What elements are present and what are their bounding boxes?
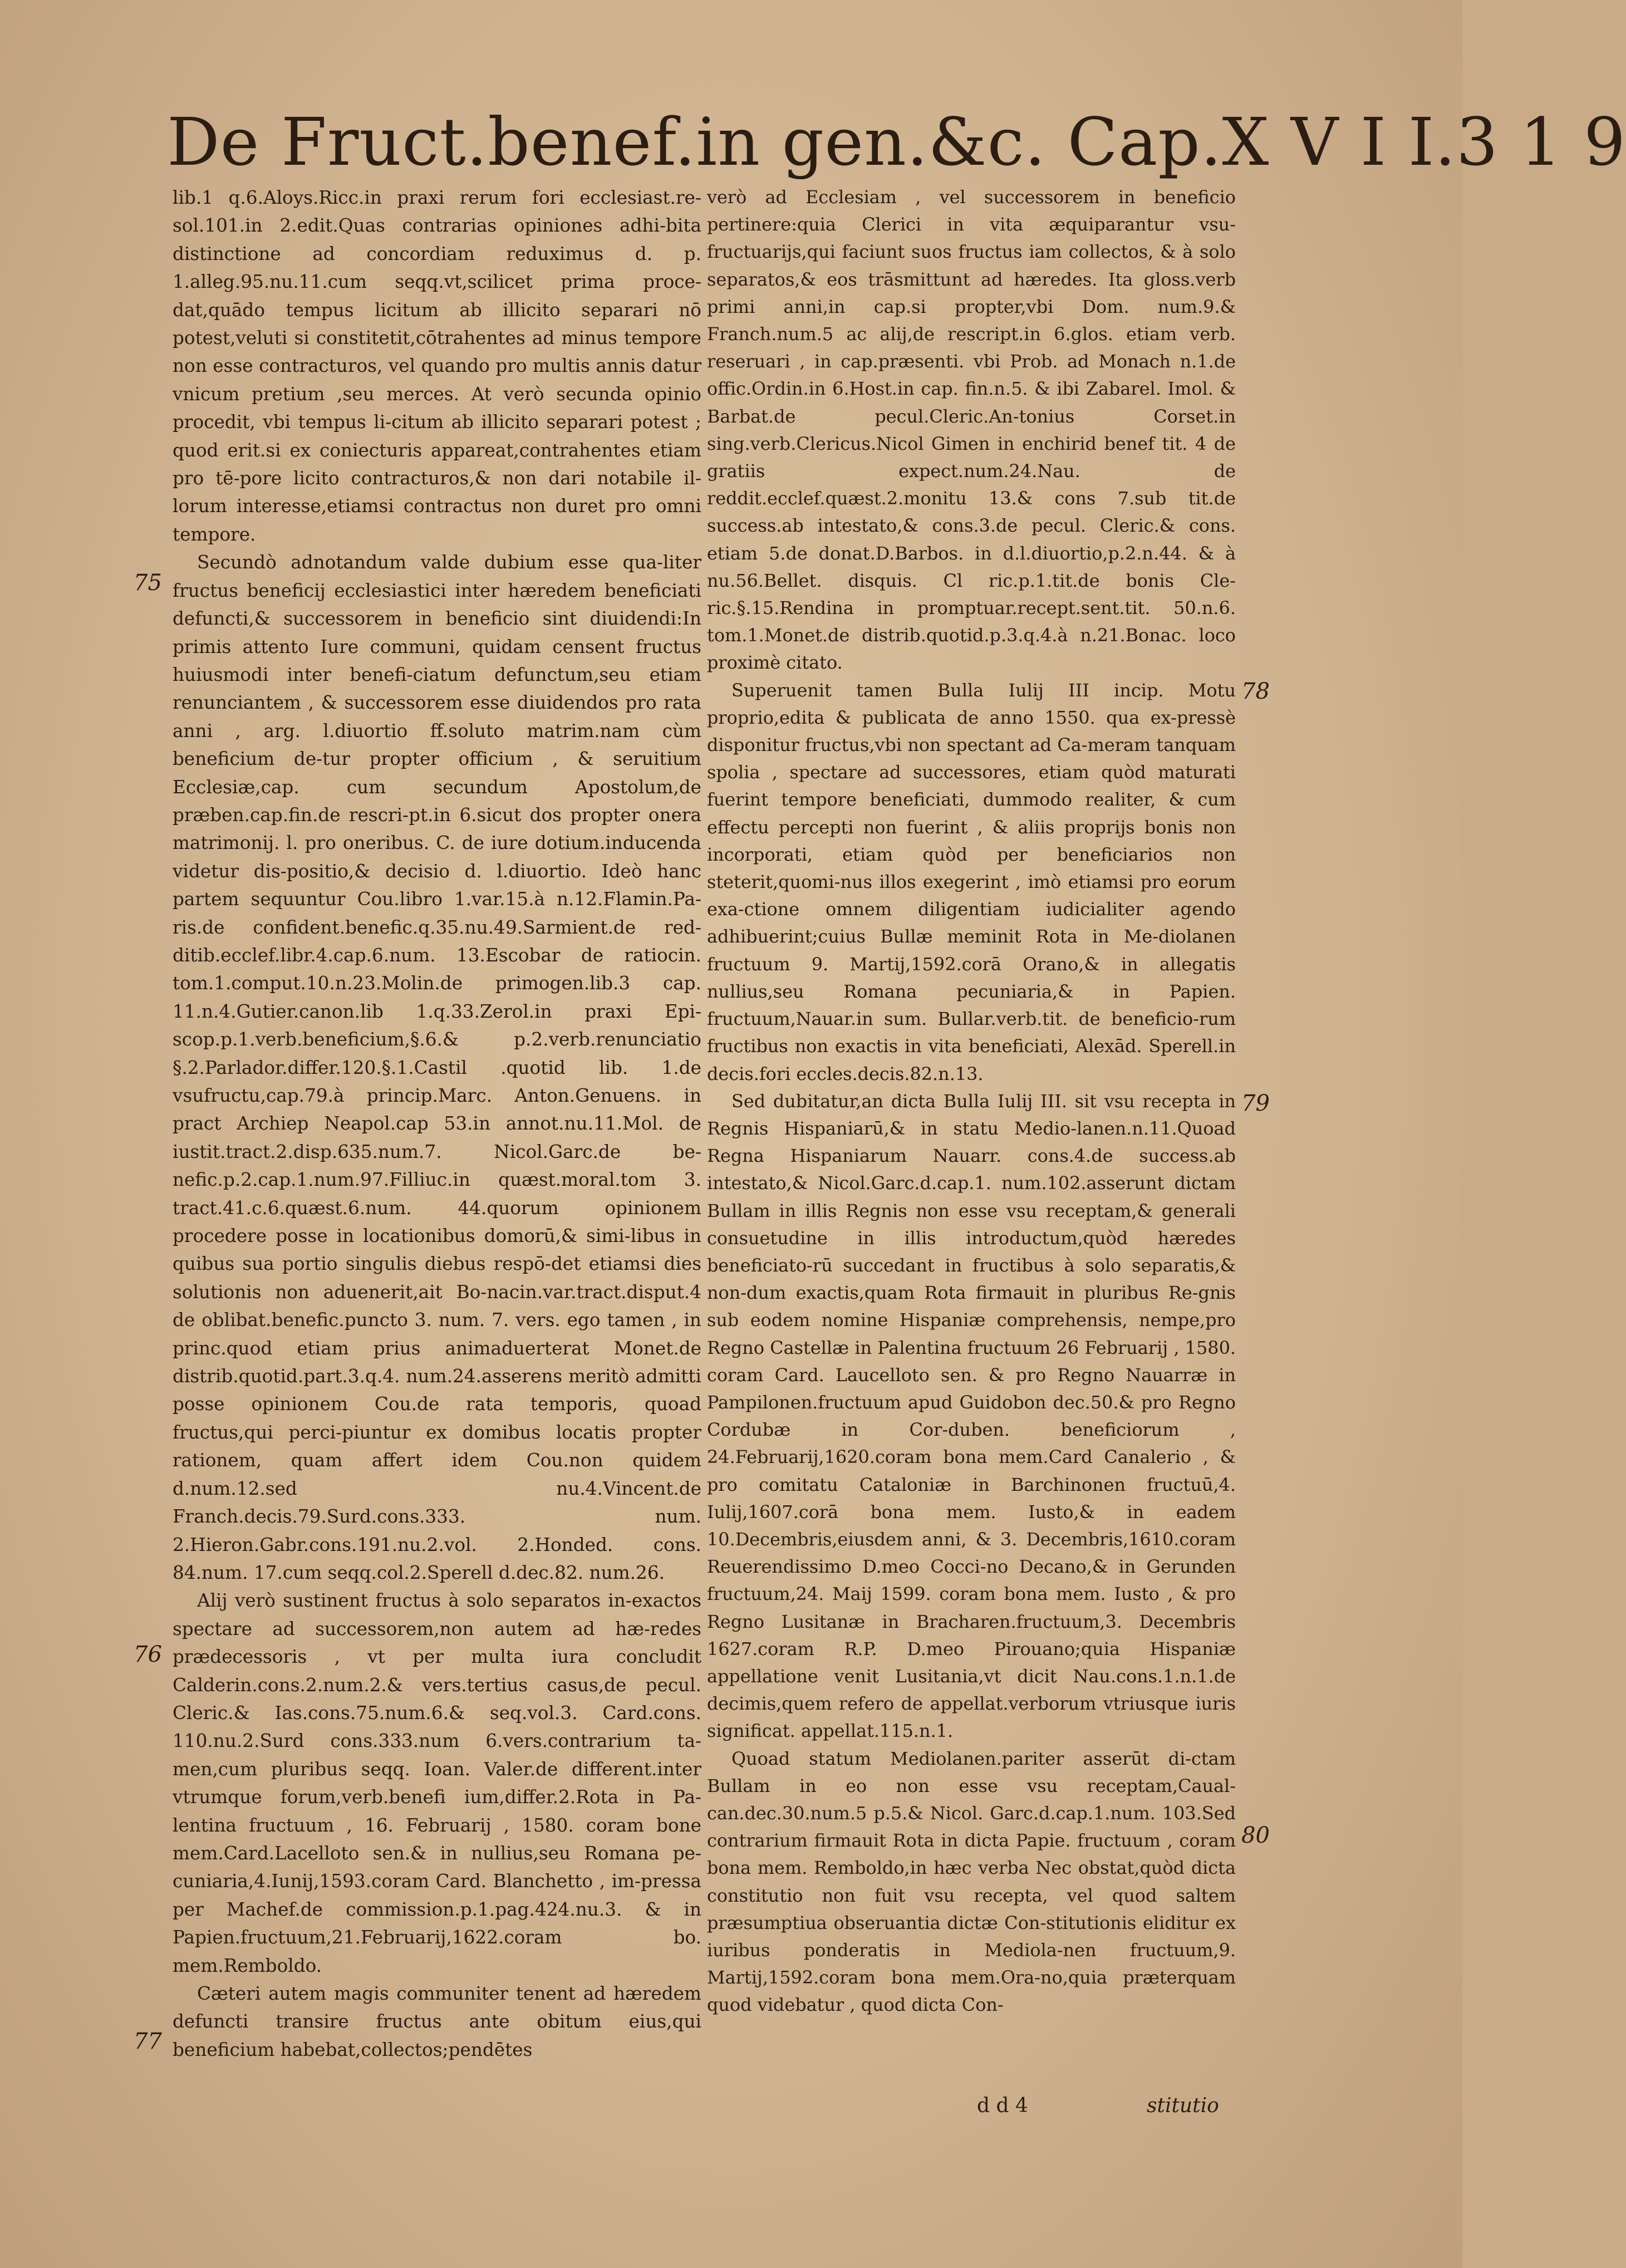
right-paragraph-2: Superuenit tamen Bulla Iulij III incip. Motu proprio,edita & publicata de anno 1550. qua ex-pressè disponitur fructus,vbi non spectant ad Ca-meram tanquam spolia , spectare ad successores, etiam quòd maturati fuerint tempore beneficiati, dummodo realiter, & cum effectu percepti non fuerint , & aliis proprijs bonis non incorporati, etiam quòd per beneficiarios non steterit,quomi-nus illos exegerint , imò etiamsi pro eorum exa-ctione omnem diligentiam iudicialiter agendo adhibuerint;cuius Bullæ meminit Rota in Me-diolanen fructuum 9. Martij,1592.corā Orano,& in allegatis nullius,seu Romana pecuniaria,& in Papien. fructuum,Nauar.in sum. Bullar.verb.tit. de beneficio-rum fructibus non exactis in vita beneficiati, Alexād. Sperell.in decis.fori eccles.decis.82.n.13.: [707, 679, 1236, 1084]
margin-number-75: 75: [134, 570, 162, 596]
running-title: De Fruct.benef.in gen.&c. Cap.X V I I.3 1 9: [167, 104, 1626, 180]
margin-number-80: 80: [1241, 1823, 1270, 1848]
margin-number-76: 76: [134, 1642, 162, 1667]
left-paragraph-3: Alij verò sustinent fructus à solo separatos in-exactos spectare ad successorem,non autem ad hæ-redes prædecessoris , vt per multa iura concludit Calderin.cons.2.num.2.& vers.tertius casus,de pecul. Cleric.& Ias.cons.75.num.6.& seq.vol.3. Card.cons. 110.nu.2.Surd cons.333.num 6.vers.contrarium ta-men,cum pluribus seqq. Ioan. Valer.de different.inter vtrumque forum,verb.benefi ium,differ.2.Rota in Pa-lentina fructuum , 16. Februarij , 1580. coram bone mem.Card.Lacelloto sen.& in nullius,seu Romana pe-cuniaria,4.Iunij,1593.coram Card. Blanchetto , im-pressa per Machef.de commission.p.1.pag.424.nu.3. & in Papien.fructuum,21.Februarij,1622.coram bo. mem.Remboldo.: [173, 1590, 701, 1976]
right-paragraph-4: Quoad statum Mediolanen.pariter asserūt di-ctam Bullam in eo non esse vsu receptam,Caual-can.dec.30.num.5 p.5.& Nicol. Garc.d.cap.1.num. 103.Sed contrarium firmauit Rota in dicta Papie. fructuum , coram bona mem. Remboldo,in hæc verba Nec obstat,quòd dicta constitutio non fuit vsu recepta, vel quod saltem præsumptiua obseruantia dictæ Con-stitutionis eliditur ex iuribus ponderatis in Mediola-nen fructuum,9. Martij,1592.coram bona mem.Ora-no,quia præterquam quod videbatur , quod dicta Con-: [707, 1747, 1236, 2016]
left-paragraph-4: Cæteri autem magis communiter tenent ad hæredem defuncti transire fructus ante obitum eius,qui beneficium habebat,collectos;pendētes: [173, 1983, 701, 2060]
left-paragraph-1: lib.1 q.6.Aloys.Ricc.in praxi rerum fori ecclesiast.re-sol.101.in 2.edit.Quas contrarias opiniones adhi-bita distinctione ad concordiam reduximus d. p. 1.alleg.95.nu.11.cum seqq.vt,scilicet prima proce-dat,quādo tempus licitum ab illicito separari nō potest,veluti si constitetit,cōtrahentes ad minus tempore non esse contracturos, vel quando pro multis annis datur vnicum pretium ,seu merces. At verò secunda opinio procedit, vbi tempus li-citum ab illicito separari potest ; quod erit.si ex coniecturis appareat,contrahentes etiam pro tē-pore licito contracturos,& non dari notabile il-lorum interesse,etiamsi contractus non duret pro omni tempore.: [173, 187, 701, 545]
left-column: [173, 184, 701, 2104]
right-column: [707, 184, 1236, 2032]
margin-number-78: 78: [1241, 679, 1270, 704]
catchword: stitutio: [1147, 2094, 1219, 2117]
margin-number-79: 79: [1241, 1091, 1270, 1116]
right-paragraph-3: Sed dubitatur,an dicta Bulla Iulij III. sit vsu recepta in Regnis Hispaniarū,& in statu Medio-lanen.n.11.Quoad Regna Hispaniarum Nauarr. cons.4.de success.ab intestato,& Nicol.Garc.d.cap.1. num.102.asserunt dictam Bullam in illis Regnis non esse vsu receptam,& generali consuetudine in illis introductum,quòd hæredes beneficiato-rū succedant in fructibus à solo separatis,& non-dum exactis,quam Rota firmauit in pluribus Re-gnis sub eodem nomine Hispaniæ comprehensis, nempe,pro Regno Castellæ in Palentina fructuum 26 Februarij , 1580. coram Card. Laucelloto sen. & pro Regno Nauarræ in Pampilonen.fructuum apud Guidobon dec.50.& pro Regno Cordubæ in Cor-duben. beneficiorum , 24.Februarij,1620.coram bona mem.Card Canalerio , & pro comitatu Cataloniæ in Barchinonen fructuū,4. Iulij,1607.corā bona mem. Iusto,& in eadem 10.Decembris,eiusdem anni, & 3. Decembris,1610.coram Reuerendissimo D.meo Cocci-no Decano,& in Gerunden fructuum,24. Maij 1599. coram bona mem. Iusto , & pro Regno Lusitanæ in Bracharen.fructuum,3. Decembris 1627.coram R.P. D.meo Pirouano;quia Hispaniæ appellatione venit Lusitania,vt dicit Nau.cons.1.n.1.de decimis,quem refero de appellat.verborum vtriusque iuris significat. appellat.115.n.1.: [707, 1090, 1236, 1742]
margin-number-77: 77: [134, 2029, 162, 2054]
left-paragraph-2: Secundò adnotandum valde dubium esse qua-liter fructus beneficij ecclesiastici inter hæredem beneficiati defuncti,& successorem in beneficio sint diuidendi:In primis attento Iure communi, quidam censent fructus huiusmodi inter benefi-ciatum defunctum,seu etiam renunciantem , & successorem esse diuidendos pro rata anni , arg. l.diuortio ff.soluto matrim.nam cùm beneficium de-tur propter officium , & seruitium Ecclesiæ,cap. cum secundum Apostolum,de præben.cap.fin.de rescri-pt.in 6.sicut dos propter onera matrimonij. l. pro oneribus. C. de iure dotium.inducenda videtur dis-positio,& decisio d. l.diuortio. Ideò hanc partem sequuntur Cou.libro 1.var.15.à n.12.Flamin.Pa-ris.de confident.benefic.q.35.nu.49.Sarmient.de red-ditib.ecclef.libr.4.cap.6.num. 13.Escobar de ratiocin. tom.1.comput.10.n.23.Molin.de primogen.lib.3 cap. 11.n.4.Gutier.canon.lib 1.q.33.Zerol.in praxi Epi-scop.p.1.verb.beneficium,§.6.& p.2.verb.renunciatio §.2.Parlador.differ.120.§.1.Castil .quotid lib. 1.de vsufructu,cap.79.à princip.Marc. Anton.Genuens. in pract Archiep Neapol.cap 53.in annot.nu.11.Mol. de iustit.tract.2.disp.635.num.7. Nicol.Garc.de be-nefic.p.2.cap.1.num.97.Filliuc.in quæst.moral.tom 3. tract.41.c.6.quæst.6.num. 44.quorum opinionem procedere posse in locationibus domorū,& simi-libus in quibus sua portio singulis diebus respō-det etiamsi dies solutionis non aduenerit,ait Bo-nacin.var.tract.disput.4 de oblibat.benefic.puncto 3. num. 7. vers. ego tamen , in princ.quod etiam prius animaduerterat Monet.de distrib.quotid.part.3.q.4. num.24.asserens meritò admitti posse opinionem Cou.de rata temporis, quoad fructus,qui perci-piuntur ex domibus locatis propter rationem, quam affert idem Cou.non quidem d.num.12.sed nu.4.Vincent.de Franch.decis.79.Surd.cons.333. num. 2.Hieron.Gabr.cons.191.nu.2.vol. 2.Honded. cons. 84.num. 17.cum seqq.col.2.Sperell d.dec.82. num.26.: [173, 552, 701, 1583]
right-paragraph-1: verò ad Ecclesiam , vel successorem in beneficio pertinere:quia Clerici in vita æquiparantur vsu-fructuarijs,qui faciunt suos fructus iam collectos, & à solo separatos,& eos trāsmittunt ad hæredes. Ita gloss.verb primi anni,in cap.si propter,vbi Dom. num.9.& Franch.num.5 ac alij,de rescript.in 6.glos. etiam verb. reseruari , in cap.præsenti. vbi Prob. ad Monach n.1.de offic.Ordin.in 6.Host.in cap. fin.n.5. & ibi Zabarel. Imol. & Barbat.de pecul.Cleric.An-tonius Corset.in sing.verb.Clericus.Nicol Gimen in enchirid benef tit. 4 de gratiis expect.num.24.Nau. de reddit.ecclef.quæst.2.monitu 13.& cons 7.sub tit.de success.ab intestato,& cons.3.de pecul. Cleric.& cons. etiam 5.de donat.D.Barbos. in d.l.diuortio,p.2.n.44. & à nu.56.Bellet. disquis. Cl ric.p.1.tit.de bonis Cle-ric.§.15.Rendina in promptuar.recept.sent.tit. 50.n.6. tom.1.Monet.de distrib.quotid.p.3.q.4.à n.21.Bonac. loco proximè citato.: [707, 186, 1236, 674]
signature-mark: d d 4: [977, 2094, 1028, 2117]
